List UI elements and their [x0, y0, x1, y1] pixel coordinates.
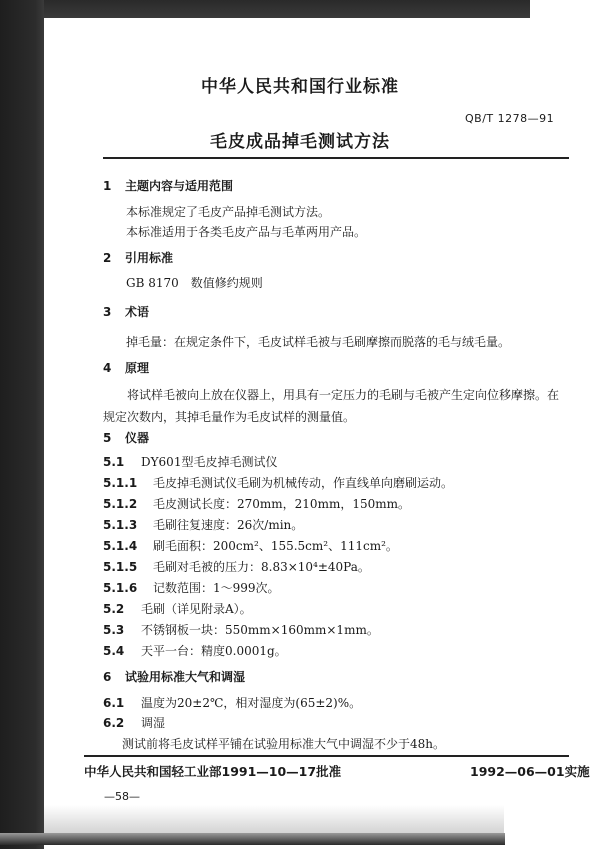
- item-text: 调湿: [141, 716, 166, 730]
- list-item: [103, 717, 165, 729]
- list-item: [103, 498, 410, 510]
- section-number: 3: [103, 305, 112, 319]
- item-text: 毛皮掉毛测试仪毛刷为机械传动，作直线单向磨刷运动。: [153, 476, 454, 490]
- list-item: [103, 519, 303, 531]
- document-title: 毛皮成品掉毛测试方法: [210, 132, 390, 152]
- section-number: 5: [103, 431, 112, 445]
- item-number: 5.1.1: [103, 476, 138, 490]
- section-number: 6: [103, 670, 112, 684]
- org-title: 中华人民共和国行业标准: [201, 77, 399, 97]
- list-item: [103, 456, 277, 468]
- item-number: 5.2: [103, 602, 125, 616]
- list-item: [103, 624, 379, 636]
- paragraph: 将试样毛被向上放在仪器上，用具有一定压力的毛刷与毛被产生定向位移摩擦。在规定次数内，其掉毛量作为毛皮试样的测量值。: [103, 388, 560, 424]
- item-text: 毛刷对毛被的压力：8.83×10⁴±40Pa。: [153, 560, 370, 574]
- item-number: 5.1.2: [103, 497, 138, 511]
- item-text: 刷毛面积：200cm²、155.5cm²、111cm²。: [153, 539, 398, 553]
- section-heading-3: [103, 306, 149, 318]
- item-number: 5.4: [103, 644, 125, 658]
- definition: 掉毛量：在规定条件下，毛皮试样毛被与毛刷摩擦而脱落的毛与绒毛量。: [126, 335, 511, 349]
- scan-shadow-bottom: [44, 805, 504, 835]
- item-text: 毛皮测试长度：270mm，210mm，150mm。: [153, 497, 410, 511]
- item-text: DY601型毛皮掉毛测试仪: [141, 455, 278, 469]
- section-heading-1: [103, 180, 233, 192]
- section-heading-5: [103, 432, 149, 444]
- item-number: 5.3: [103, 623, 125, 637]
- list-item: [103, 540, 398, 552]
- list-item: [103, 582, 280, 594]
- item-text: 温度为20±2℃，相对湿度为(65±2)%。: [141, 696, 362, 710]
- list-item: [103, 697, 361, 709]
- scan-border-bottom: [0, 833, 505, 845]
- section-title: 引用标准: [125, 251, 174, 265]
- referenced-standard: GB 8170 数值修约规则: [126, 276, 263, 290]
- paragraph: 本标准适用于各类毛皮产品与毛革两用产品。: [126, 225, 367, 239]
- section-title: 仪器: [125, 431, 150, 445]
- item-text: 毛刷（详见附录A）。: [141, 602, 252, 616]
- standard-code: QB/T 1278—91: [465, 112, 555, 125]
- page-number: —58—: [104, 790, 140, 803]
- section-number: 1: [103, 179, 112, 193]
- item-number: 5.1.3: [103, 518, 138, 532]
- list-item: [103, 645, 287, 657]
- item-text: 毛刷往复速度：26次/min。: [153, 518, 304, 532]
- item-text: 天平一台：精度0.0001g。: [141, 644, 287, 658]
- list-item: [103, 561, 370, 573]
- section-heading-2: [103, 252, 173, 264]
- section-heading-4: [103, 362, 149, 374]
- section-number: 4: [103, 361, 112, 375]
- item-text: 记数范围：1～999次。: [153, 581, 280, 595]
- header-rule: [103, 157, 569, 159]
- item-number: 5.1: [103, 455, 125, 469]
- scan-border-top: [0, 0, 600, 18]
- section-title: 主题内容与适用范围: [125, 179, 234, 193]
- item-number: 5.1.6: [103, 581, 138, 595]
- list-item: [103, 603, 252, 615]
- approval-line: 中华人民共和国轻工业部1991—10—17批准: [84, 764, 342, 779]
- item-text: 不锈钢板一块：550mm×160mm×1mm。: [141, 623, 379, 637]
- paragraph: 本标准规定了毛皮产品掉毛测试方法。: [126, 205, 331, 219]
- list-item: [103, 477, 453, 489]
- item-number: 5.1.4: [103, 539, 138, 553]
- paragraph: 测试前将毛皮试样平铺在试验用标准大气中调湿不少于48h。: [122, 737, 446, 751]
- section-title: 术语: [125, 305, 150, 319]
- section-title: 原理: [125, 361, 150, 375]
- item-number: 5.1.5: [103, 560, 138, 574]
- item-number: 6.1: [103, 696, 125, 710]
- section-number: 2: [103, 251, 112, 265]
- section-heading-6: [103, 671, 245, 683]
- item-number: 6.2: [103, 716, 125, 730]
- footer-rule: [84, 755, 569, 757]
- effective-date: 1992—06—01实施: [470, 764, 590, 779]
- section-title: 试验用标准大气和调湿: [125, 670, 246, 684]
- scan-border-top-gap: [530, 0, 600, 18]
